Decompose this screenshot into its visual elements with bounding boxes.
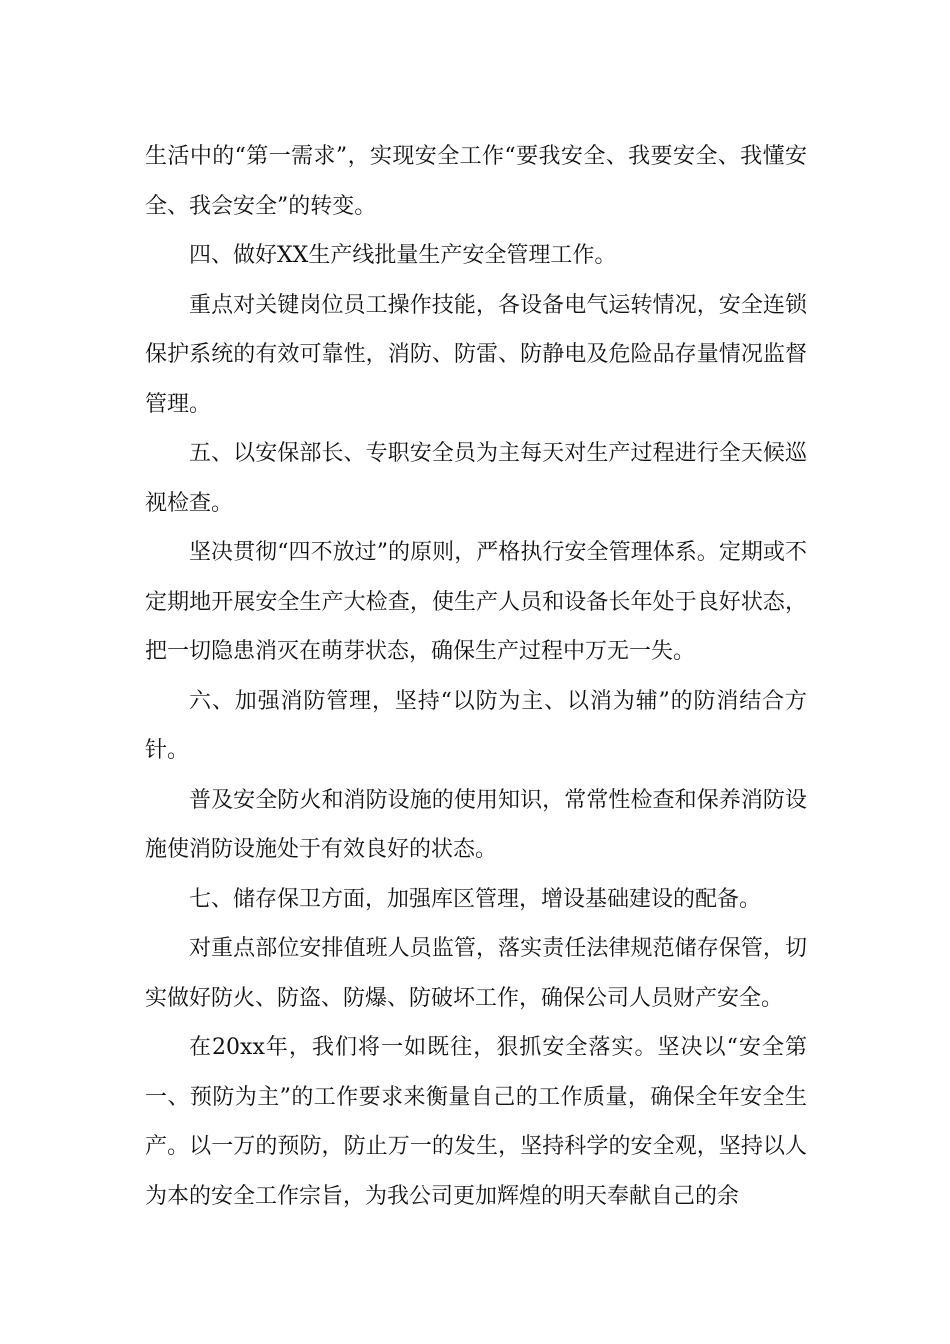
section-heading-6: 六、加强消防管理，坚持“以防为主、以消为辅”的防消结合方针。 [145, 688, 807, 763]
paragraph: 普及安全防火和消防设施的使用知识，常常性检查和保养消防设施使消防设施处于有效良好的状态。 [145, 787, 807, 862]
paragraph: 重点对关键岗位员工操作技能，各设备电气运转情况，安全连锁保护系统的有效可靠性，消防、防雷、防静电及危险品存量情况监督管理。 [145, 292, 807, 417]
paragraph: 在20xx年，我们将一如既往，狠抓安全落实。坚决以“安全第一、预防为主”的工作要求来衡量自己的工作质量，确保全年安全生产。以一万的预防，防止万一的发生，坚持科学的安全观，坚持以人为本的安全工作宗旨，为我公司更加辉煌的明天奉献自己的余 [145, 1035, 807, 1209]
paragraph: 坚决贯彻“四不放过”的原则，严格执行安全管理体系。定期或不定期地开展安全生产大检查，使生产人员和设备长年处于良好状态，把一切隐患消灭在萌芽状态，确保生产过程中万无一失。 [145, 540, 807, 664]
section-heading-5: 五、以安保部长、专职安全员为主每天对生产过程进行全天候巡视检查。 [145, 441, 807, 516]
section-heading-7: 七、储存保卫方面，加强库区管理，增设基础建设的配备。 [189, 886, 762, 912]
document-body [145, 132, 807, 1221]
paragraph-continuation: 生活中的“第一需求”，实现安全工作“要我安全、我要安全、我懂安全、我会安全”的转变。 [145, 144, 807, 219]
paragraph: 对重点部位安排值班人员监管，落实责任法律规范储存保管，切实做好防火、防盗、防爆、防破坏工作，确保公司人员财产安全。 [145, 936, 807, 1011]
section-heading-4: 四、做好XX生产线批量生产安全管理工作。 [189, 243, 617, 268]
